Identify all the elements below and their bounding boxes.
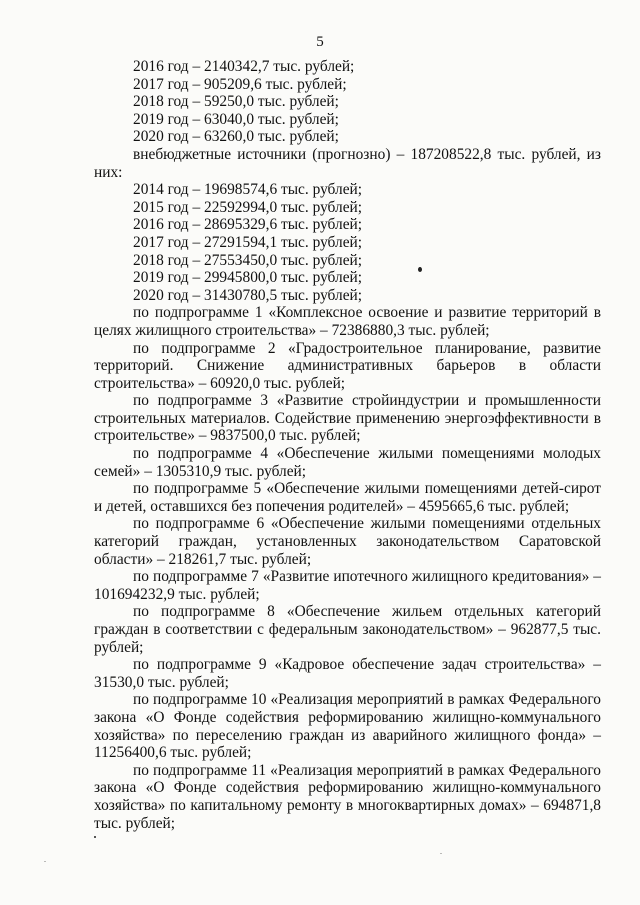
subprogram-paragraph: по подпрограмме 4 «Обеспечение жилыми помещениями молодых семей» – 1305310,9 тыс. рублей; [94, 445, 601, 480]
subprogram-paragraph: по подпрограмме 6 «Обеспечение жилыми помещениями отдельных категорий граждан, установленных законодательством Саратовской области» – 218261,7 тыс. рублей; [94, 515, 601, 568]
subprogram-paragraph: по подпрограмме 3 «Развитие стройиндустрии и промышленности строительных материалов. Содействие применению энергоэффективности в строительстве» – 9837500,0 тыс. рублей; [94, 392, 601, 445]
subprogram-paragraph: по подпрограмме 1 «Комплексное освоение и развитие территорий в целях жилищного строительства» – 72386880,3 тыс. рублей; [94, 304, 601, 339]
extrabudget-year-line: 2016 год – 28695329,6 тыс. рублей; [133, 216, 363, 234]
scan-speck [440, 853, 442, 854]
subprogram-paragraph: по подпрограмме 2 «Градостроительное планирование, развитие территорий. Снижение административных барьеров в области строительства» – 60920,0 тыс. рублей; [94, 339, 601, 392]
extrabudget-year-line: 2020 год – 31430780,5 тыс. рублей; [133, 286, 363, 304]
extrabudget-year-line: 2017 год – 27291594,1 тыс. рублей; [133, 233, 363, 251]
extrabudget-year-line: 2014 год – 19698574,6 тыс. рублей; [133, 181, 363, 199]
subprogram-paragraph: по подпрограмме 9 «Кадровое обеспечение задач строительства» – 31530,0 тыс. рублей; [94, 656, 601, 691]
subprogram-paragraph: по подпрограмме 10 «Реализация мероприятий в рамках Федерального закона «О Фонде содействия реформированию жилищно-коммунального хозяйства» по переселению граждан из аварийного жилищного фонда» – 11256400,6 тыс. рублей; [94, 691, 601, 762]
subprogram-paragraph: по подпрограмме 11 «Реализация мероприятий в рамках Федерального закона «О Фонде содействия реформированию жилищно-коммунального хозяйства» по капитальному ремонту в многоквартирных домах» – 694871,8 тыс. рублей; [94, 761, 601, 832]
page-body [94, 58, 601, 832]
funding-year-line: 2017 год – 905209,6 тыс. рублей; [133, 75, 347, 93]
extrabudget-paragraph: внебюджетные источники (прогнозно) – 187208522,8 тыс. рублей, из них: [94, 145, 601, 181]
scan-speck [44, 861, 46, 862]
subprogram-paragraph: по подпрограмме 5 «Обеспечение жилыми помещениями детей-сирот и детей, оставшихся без попечения родителей» – 4595665,6 тыс. рублей; [94, 480, 601, 515]
extrabudget-year-line: 2018 год – 27553450,0 тыс. рублей; [133, 251, 363, 269]
subprogram-paragraph: по подпрограмме 7 «Развитие ипотечного жилищного кредитования» – 101694232,9 тыс. рублей; [94, 568, 601, 603]
page-number: 5 [316, 34, 324, 50]
extrabudget-year-line: 2015 год – 22592994,0 тыс. рублей; [133, 198, 363, 216]
scan-speck [94, 836, 96, 838]
funding-year-line: 2019 год – 63040,0 тыс. рублей; [133, 110, 339, 128]
funding-year-line: 2020 год – 63260,0 тыс. рублей; [133, 128, 339, 146]
funding-year-line: 2018 год – 59250,0 тыс. рублей; [133, 93, 339, 111]
scan-speck [418, 267, 422, 272]
extrabudget-year-line: 2019 год – 29945800,0 тыс. рублей; [133, 269, 363, 287]
funding-year-line: 2016 год – 2140342,7 тыс. рублей; [133, 58, 355, 75]
subprogram-paragraph: по подпрограмме 8 «Обеспечение жильем отдельных категорий граждан в соответствии с федеральным законодательством» – 962877,5 тыс. рублей; [94, 603, 601, 656]
